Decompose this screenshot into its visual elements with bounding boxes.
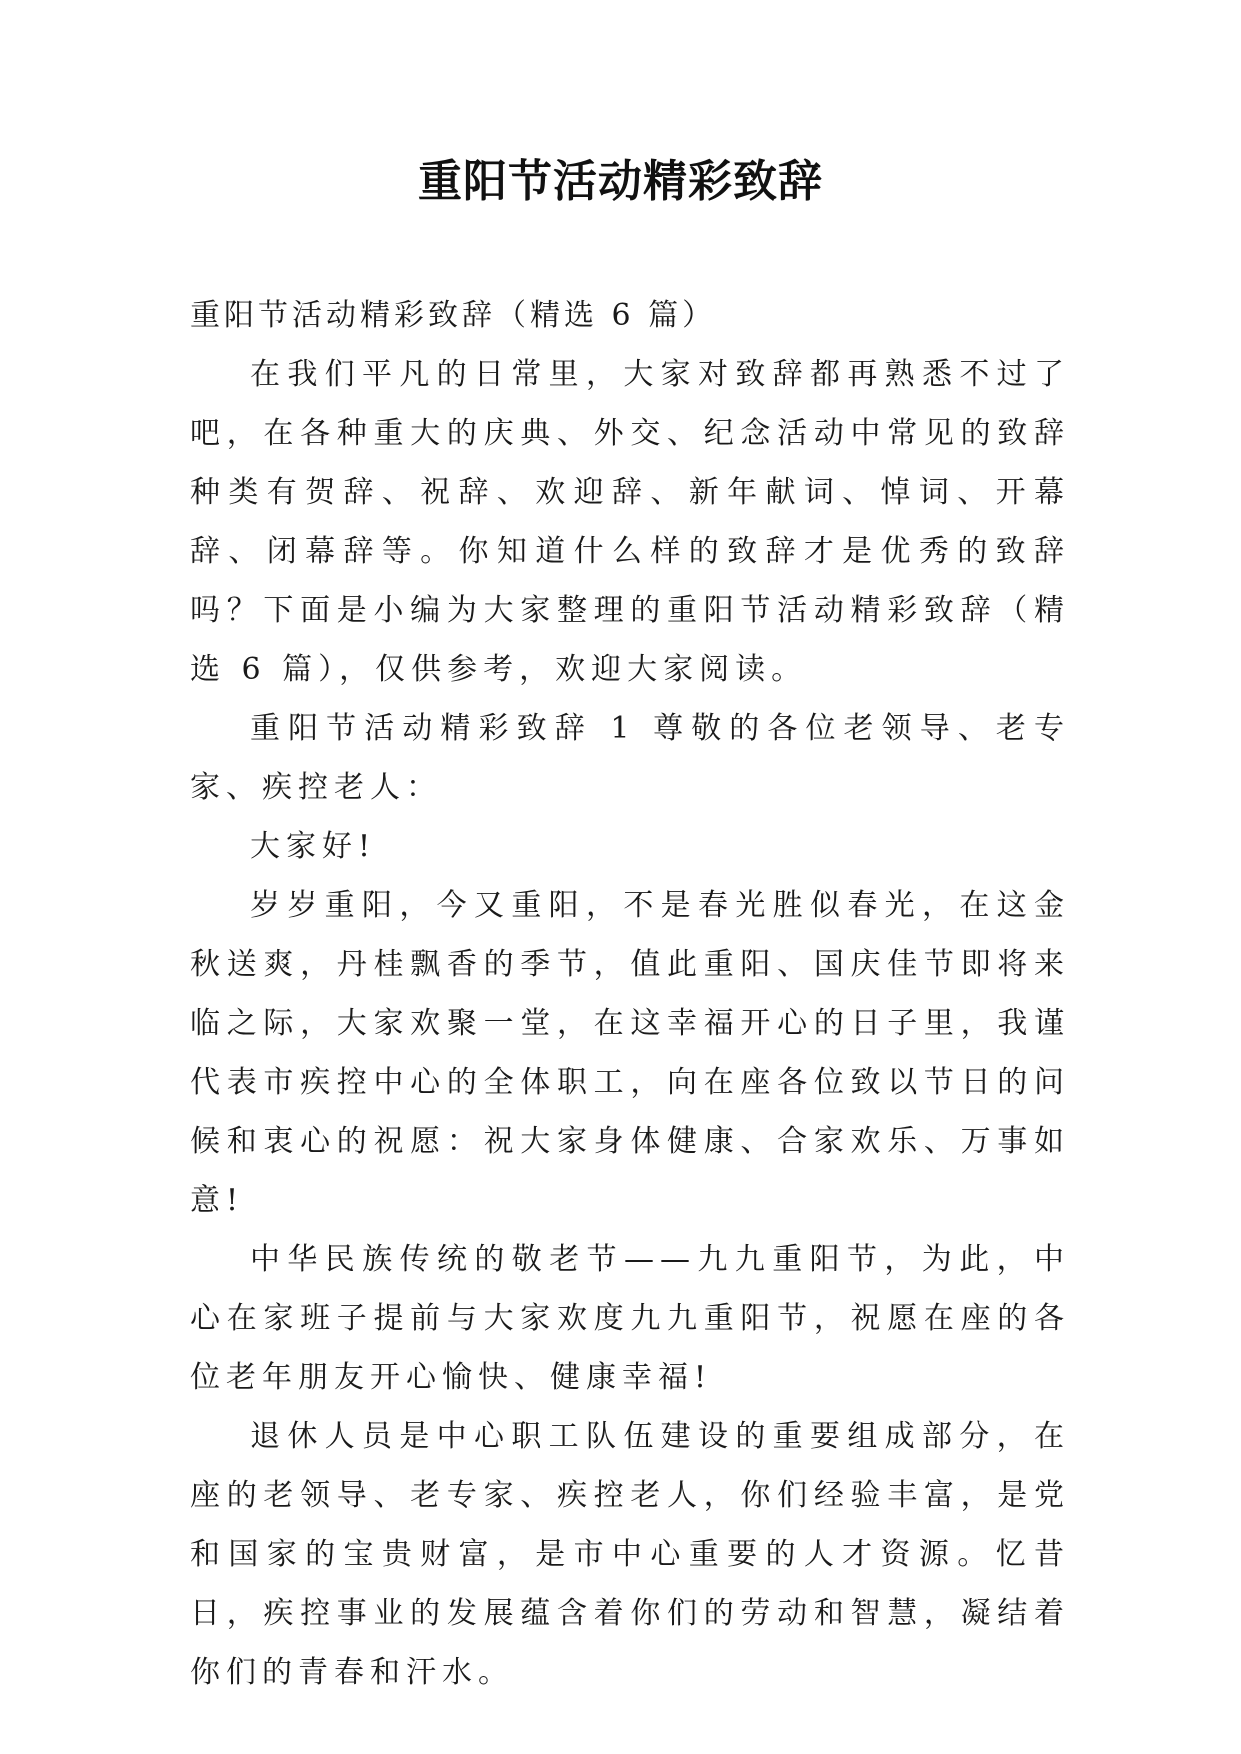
paragraph-double-ninth: 中华民族传统的敬老节——九九重阳节，为此，中心在家班子提前与大家欢度九九重阳节，祝愿在座的各位老年朋友开心愉快、健康幸福!: [190, 1242, 1070, 1395]
document-title: 重阳节活动精彩致辞: [418, 156, 823, 207]
document-subtitle: 重阳节活动精彩致辞（精选 6 篇）: [190, 298, 717, 333]
paragraph-speech-heading: 重阳节活动精彩致辞 1 尊敬的各位老领导、老专家、疾控老人：: [190, 711, 1070, 805]
document-body: [190, 286, 1070, 1702]
paragraph-festival-wishes: 岁岁重阳，今又重阳，不是春光胜似春光，在这金秋送爽，丹桂飘香的季节，值此重阳、国庆佳节即将来临之际，大家欢聚一堂，在这幸福开心的日子里，我谨代表市疾控中心的全体职工，向在座各位致以节日的问候和衷心的祝愿：祝大家身体健康、合家欢乐、万事如意!: [190, 888, 1070, 1218]
paragraph-retirees: 退休人员是中心职工队伍建设的重要组成部分，在座的老领导、老专家、疾控老人，你们经验丰富，是党和国家的宝贵财富，是市中心重要的人才资源。忆昔日，疾控事业的发展蕴含着你们的劳动和智慧，凝结着你们的青春和汗水。: [190, 1419, 1070, 1690]
paragraph-intro: 在我们平凡的日常里，大家对致辞都再熟悉不过了吧，在各种重大的庆典、外交、纪念活动中常见的致辞种类有贺辞、祝辞、欢迎辞、新年献词、悼词、开幕辞、闭幕辞等。你知道什么样的致辞才是优秀的致辞吗？下面是小编为大家整理的重阳节活动精彩致辞（精选 6 篇），仅供参考，欢迎大家阅读。: [190, 357, 1070, 687]
paragraph-greeting: 大家好!: [250, 829, 377, 864]
